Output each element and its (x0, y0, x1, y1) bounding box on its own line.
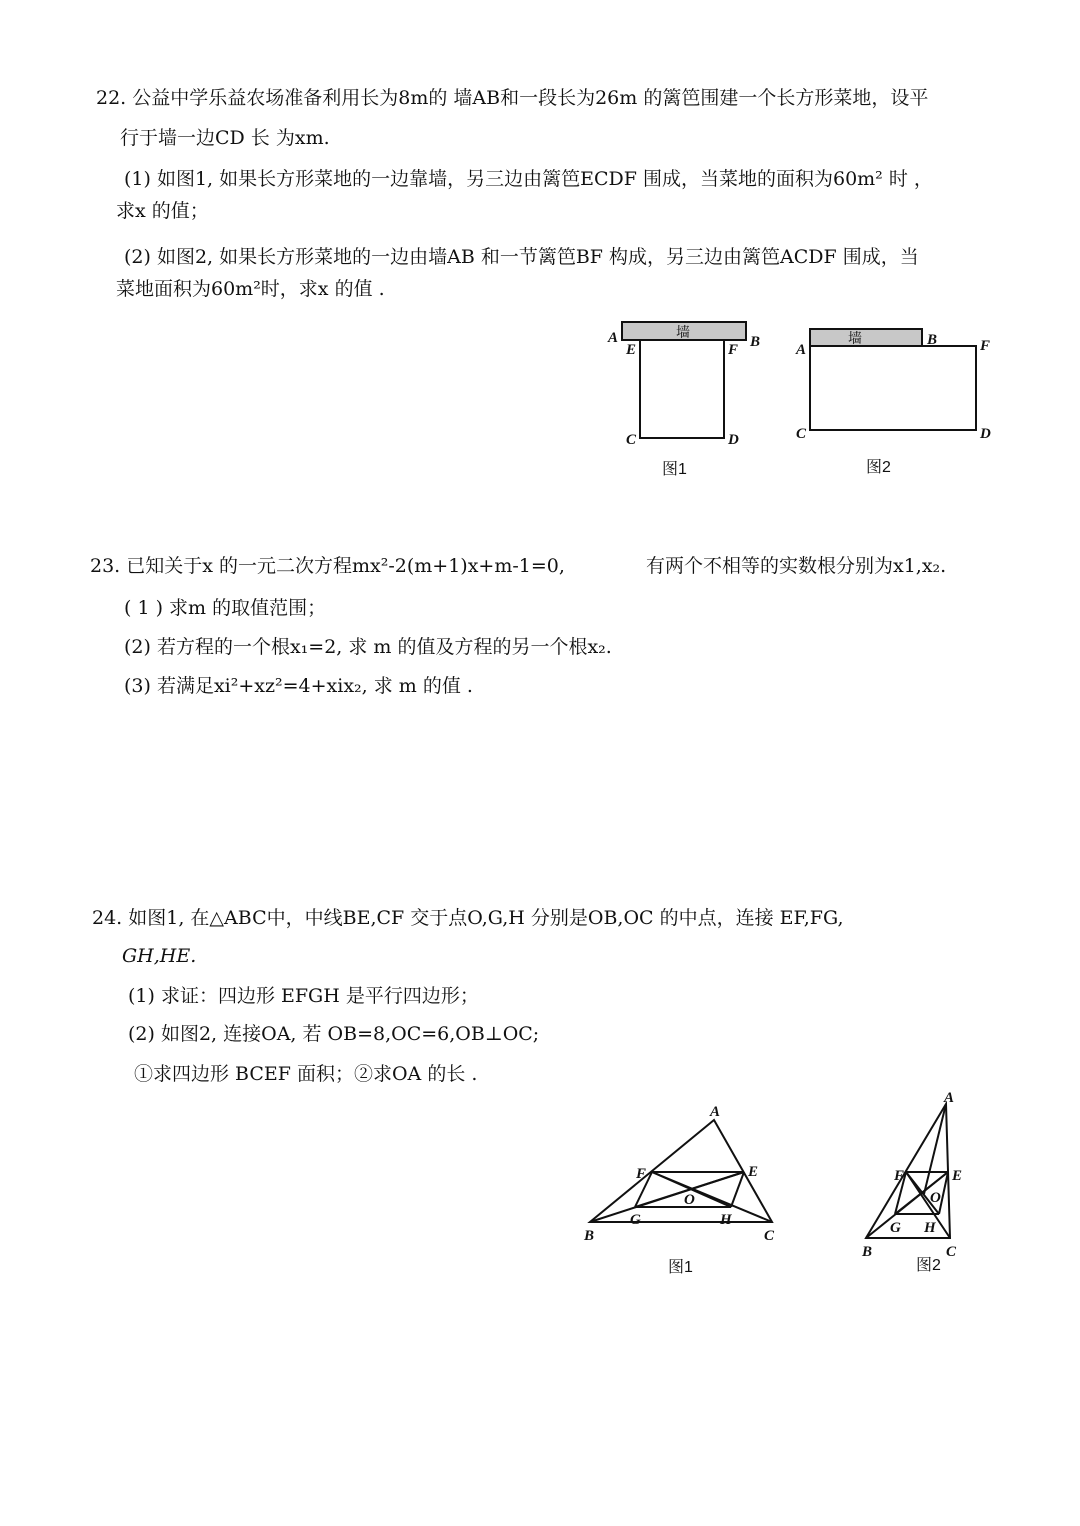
q22-stem-line2: 行于墙一边CD 长 为xm. (120, 127, 330, 149)
q23-stem-part-a: 23. 已知关于x 的一元二次方程mx²-2(m+1)x+m-1=0, (90, 555, 565, 577)
triangle-lines (866, 1104, 950, 1238)
q22-stem-line1: 22. 公益中学乐益农场准备利用长为8m的 墙AB和一段长为26m 的篱笆围建一个长方形菜地，设平 (96, 87, 929, 109)
q23-part2: (2) 若方程的一个根x₁=2, 求 m 的值及方程的另一个根x₂. (124, 636, 612, 658)
point-A: A (796, 342, 807, 358)
point-F: F (894, 1168, 905, 1184)
point-C: C (796, 426, 807, 442)
point-B: B (750, 334, 761, 350)
point-O: O (684, 1192, 695, 1208)
q23-part1: ( 1 ) 求m 的取值范围； (124, 597, 327, 619)
q24-part1: (1) 求证：四边形 EFGH 是平行四边形； (128, 985, 479, 1007)
point-E: E (748, 1164, 759, 1180)
point-B: B (584, 1228, 595, 1244)
point-C: C (764, 1228, 775, 1244)
q24-figure-1 (578, 1100, 788, 1280)
q24-stem-line2: GH,HE. (122, 945, 197, 967)
point-C: C (946, 1244, 957, 1260)
figure-caption: 图2 (866, 459, 891, 476)
q23-part3: (3) 若满足xi²+xz²=4+xix₂, 求 m 的值 . (124, 675, 473, 697)
q22-part1-line1: (1) 如图1, 如果长方形菜地的一边靠墙，另三边由篱笆ECDF 围成，当菜地的面积为60m² 时 ， (124, 168, 933, 190)
wall-label: 墙 (848, 331, 862, 347)
point-E: E (626, 342, 637, 358)
point-A: A (608, 330, 619, 346)
wall-label: 墙 (676, 325, 690, 341)
point-H: H (924, 1220, 936, 1236)
point-G: G (890, 1220, 901, 1236)
q22-part1-line2: 求x 的值； (116, 200, 209, 222)
q22-figure-2 (790, 326, 1000, 486)
point-F: F (728, 342, 739, 358)
point-B: B (927, 332, 938, 348)
point-A: A (944, 1090, 955, 1106)
point-E: E (952, 1168, 963, 1184)
point-O: O (930, 1190, 941, 1206)
point-D: D (980, 426, 991, 442)
point-D: D (728, 432, 739, 448)
q24-figure-2 (858, 1090, 988, 1280)
point-A: A (710, 1104, 721, 1120)
garden-rect (810, 346, 976, 430)
figure-caption: 图1 (668, 1259, 693, 1276)
triangle-lines (590, 1120, 772, 1222)
figure-caption: 图2 (916, 1257, 941, 1274)
point-F: F (980, 338, 991, 354)
q22-part2-line2: 菜地面积为60m²时，求x 的值 . (116, 278, 385, 300)
q23-stem-part-b: 有两个不相等的实数根分别为x1,x₂. (646, 555, 947, 577)
q22-figure-1 (600, 316, 770, 486)
point-B: B (862, 1244, 873, 1260)
figure-caption: 图1 (662, 461, 687, 478)
point-G: G (630, 1212, 641, 1228)
q24-stem-line1: 24. 如图1, 在△ABC中，中线BE,CF 交于点O,G,H 分别是OB,OC 的中点，连接 EF,FG, (92, 907, 844, 929)
point-C: C (626, 432, 637, 448)
wall-rect (810, 329, 922, 346)
point-H: H (720, 1212, 732, 1228)
q22-part2-line1: (2) 如图2, 如果长方形菜地的一边由墙AB 和一节篱笆BF 构成，另三边由篱笆ACDF 围成，当 (124, 246, 919, 268)
q24-part2-subquestions: ①求四边形 BCEF 面积；②求OA 的长 . (134, 1063, 478, 1085)
q24-part2: (2) 如图2, 连接OA, 若 OB=8,OC=6,OB⊥OC; (128, 1023, 540, 1045)
garden-rect (640, 340, 724, 438)
point-F: F (636, 1166, 647, 1182)
